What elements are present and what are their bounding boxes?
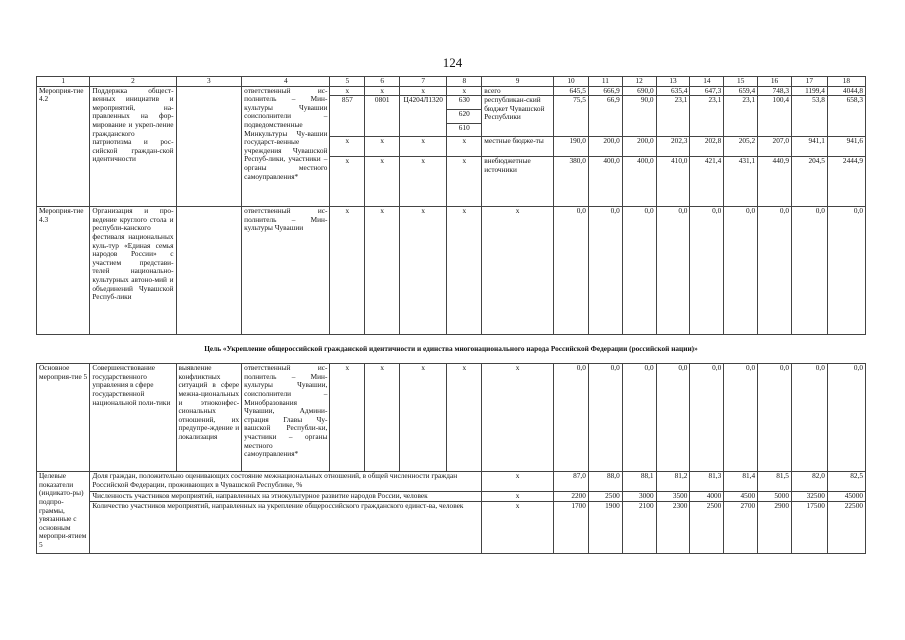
value-cell: 190,0 xyxy=(554,137,589,157)
funding-source: всего xyxy=(482,86,554,96)
value-cell: 2500 xyxy=(690,502,724,554)
measure-title: Совершенствование государственного управления в сфере государственной национальной поли-тики xyxy=(90,364,176,472)
value-cell: 645,5 xyxy=(554,86,589,96)
measure-executors: ответственный ис-полнитель – Мин-культуры Чувашии, соисполнители – Минобразования Чувашии, Админи-страция Главы Чу-вашской Республи-ки, участники – органы местного самоуправления* xyxy=(242,364,330,472)
table-row xyxy=(37,472,866,492)
value-cell: 5000 xyxy=(758,492,792,502)
cell-c8b: 620 xyxy=(447,109,481,123)
measure-title: Организация и про-ведение круглого стола и республи-канского фестиваля национальных куль-тур «Единая семья народов России» с участием представи-телей национально-культурных автоно-мий и объединений Чувашской Респуб-лики xyxy=(90,207,176,335)
cell-c6: x xyxy=(365,137,400,157)
value-cell: 941,1 xyxy=(791,137,827,157)
header-cell: 1 xyxy=(37,77,90,87)
value-cell: 431,1 xyxy=(724,157,758,207)
funding-source: x xyxy=(482,502,554,554)
indicator-label: Количество участников мероприятий, направленных на укрепление общероссийского гражданского единст-ва, человек xyxy=(90,502,482,554)
value-cell: 666,9 xyxy=(588,86,622,96)
cell-c8: 630 xyxy=(458,95,470,105)
header-cell: 16 xyxy=(758,77,792,87)
cell-c8: x xyxy=(447,157,482,207)
value-cell: 2700 xyxy=(724,502,758,554)
value-cell: 647,3 xyxy=(690,86,724,96)
cell-c7: x xyxy=(400,157,447,207)
header-cell: 12 xyxy=(622,77,656,87)
value-cell: 22500 xyxy=(827,502,865,554)
header-cell: 13 xyxy=(656,77,690,87)
value-cell: 81,3 xyxy=(690,472,724,492)
header-cell: 10 xyxy=(554,77,589,87)
cell-c8-group xyxy=(447,96,482,137)
header-cell: 7 xyxy=(400,77,447,87)
table-row xyxy=(37,502,866,554)
value-cell: 207,0 xyxy=(758,137,792,157)
header-cell: 6 xyxy=(365,77,400,87)
cell-c5: x xyxy=(330,207,365,335)
cell-c7: Ц4204Л1320 xyxy=(400,96,447,137)
value-cell: 202,3 xyxy=(656,137,690,157)
value-cell: 2900 xyxy=(758,502,792,554)
value-cell: 81,5 xyxy=(758,472,792,492)
value-cell: 1700 xyxy=(554,502,589,554)
value-cell: 2300 xyxy=(656,502,690,554)
value-cell: 0,0 xyxy=(690,364,724,472)
header-cell: 15 xyxy=(724,77,758,87)
header-cell: 8 xyxy=(447,77,482,87)
cell-c8: x xyxy=(447,86,482,96)
value-cell: 0,0 xyxy=(588,364,622,472)
measure-goal: выявление конфликтных ситуаций в сфере межна-циональных и этноконфес-сиональных отношений, их предупре-ждение и локализация xyxy=(176,364,242,472)
header-row xyxy=(37,77,866,87)
value-cell: 45000 xyxy=(827,492,865,502)
value-cell: 0,0 xyxy=(588,207,622,335)
measure-title: Поддержка общест-венных инициатив и мероприятий, на-правленных на фор-мирование и укреп-ление гражданского патриотизма и рос-сийской граждан-ской идентичности xyxy=(90,86,176,207)
value-cell: 75,5 xyxy=(554,96,589,137)
header-cell: 5 xyxy=(330,77,365,87)
value-cell: 0,0 xyxy=(724,364,758,472)
value-cell: 0,0 xyxy=(758,207,792,335)
cell-c7: x xyxy=(400,137,447,157)
value-cell: 81,4 xyxy=(724,472,758,492)
value-cell: 2500 xyxy=(588,492,622,502)
value-cell: 0,0 xyxy=(554,364,589,472)
cell-c5: x xyxy=(330,364,365,472)
value-cell: 23,1 xyxy=(656,96,690,137)
targets-label: Целевые показатели (индикато-ры) подпро-граммы, увязанные с основным меропри-ятием 5 xyxy=(37,472,90,554)
value-cell: 4500 xyxy=(724,492,758,502)
funding-source: x xyxy=(482,492,554,502)
cell-c7: x xyxy=(400,207,447,335)
value-cell: 440,9 xyxy=(758,157,792,207)
measure-id: Основное мероприя-тие 5 xyxy=(37,364,90,472)
indicator-label: Доля граждан, положительно оценивающих состояние межнациональных отношений, в общей численности граждан Российской Федерации, проживающих в Чувашской Республике, % xyxy=(90,472,482,492)
goal-heading: Цель «Укрепление общероссийской гражданской идентичности и единства многонационального народа Российской Федерации (российской нации)» xyxy=(37,335,866,364)
table-row xyxy=(37,492,866,502)
value-cell: 400,0 xyxy=(588,157,622,207)
value-cell: 659,4 xyxy=(724,86,758,96)
cell-c8c: 610 xyxy=(447,123,481,136)
cell-c5: x xyxy=(330,86,365,96)
value-cell: 941,6 xyxy=(827,137,865,157)
value-cell: 421,4 xyxy=(690,157,724,207)
funding-source: республикан-ский бюджет Чувашской Республики xyxy=(482,96,554,137)
value-cell: 88,0 xyxy=(588,472,622,492)
header-cell: 3 xyxy=(176,77,242,87)
indicator-label: Численность участников мероприятий, направленных на этнокультурное развитие народов России, человек xyxy=(90,492,482,502)
header-cell: 17 xyxy=(791,77,827,87)
value-cell: 205,2 xyxy=(724,137,758,157)
funding-source: x xyxy=(482,472,554,492)
value-cell: 0,0 xyxy=(622,364,656,472)
measure-executors: ответственный ис-полнитель – Мин-культуры Чувашии xyxy=(242,207,330,335)
funding-source: x xyxy=(482,364,554,472)
value-cell: 0,0 xyxy=(827,364,865,472)
header-cell: 2 xyxy=(90,77,176,87)
cell-c6: x xyxy=(365,86,400,96)
funding-source: x xyxy=(482,207,554,335)
cell-c6: x xyxy=(365,364,400,472)
measure-executors: ответственный ис-полнитель – Мин-культуры Чувашии соисполнители – подведомственные Минкультуры Чу-вашии государст-венные учреждения Чувашской Респуб-лики, участники – органы местного самоуправления* xyxy=(242,86,330,207)
value-cell: 0,0 xyxy=(791,207,827,335)
value-cell: 87,0 xyxy=(554,472,589,492)
budget-table xyxy=(36,76,866,554)
value-cell: 1199,4 xyxy=(791,86,827,96)
measure-goal xyxy=(176,207,242,335)
value-cell: 32500 xyxy=(791,492,827,502)
funding-source: местные бюдже-ты xyxy=(482,137,554,157)
value-cell: 82,5 xyxy=(827,472,865,492)
value-cell: 200,0 xyxy=(622,137,656,157)
value-cell: 0,0 xyxy=(656,207,690,335)
value-cell: 100,4 xyxy=(758,96,792,137)
value-cell: 380,0 xyxy=(554,157,589,207)
value-cell: 658,3 xyxy=(827,96,865,137)
measure-id: Мероприя-тие 4.2 xyxy=(37,86,90,207)
measure-goal xyxy=(176,86,242,207)
cell-c8: x xyxy=(447,364,482,472)
cell-c6: x xyxy=(365,157,400,207)
goal-row xyxy=(37,335,866,364)
table-row xyxy=(37,364,866,472)
value-cell: 410,0 xyxy=(656,157,690,207)
value-cell: 635,4 xyxy=(656,86,690,96)
value-cell: 0,0 xyxy=(758,364,792,472)
value-cell: 0,0 xyxy=(690,207,724,335)
value-cell: 88,1 xyxy=(622,472,656,492)
value-cell: 400,0 xyxy=(622,157,656,207)
cell-c6: 0801 xyxy=(365,96,400,137)
header-cell: 11 xyxy=(588,77,622,87)
value-cell: 81,2 xyxy=(656,472,690,492)
cell-c8: x xyxy=(447,137,482,157)
value-cell: 4000 xyxy=(690,492,724,502)
cell-c5: x xyxy=(330,157,365,207)
cell-c5: x xyxy=(330,137,365,157)
value-cell: 200,0 xyxy=(588,137,622,157)
header-cell: 4 xyxy=(242,77,330,87)
value-cell: 82,0 xyxy=(791,472,827,492)
header-cell: 14 xyxy=(690,77,724,87)
cell-c8: x xyxy=(447,207,482,335)
value-cell: 0,0 xyxy=(622,207,656,335)
cell-c7: x xyxy=(400,86,447,96)
value-cell: 0,0 xyxy=(791,364,827,472)
value-cell: 3500 xyxy=(656,492,690,502)
page-number: 124 xyxy=(442,55,463,70)
value-cell: 2444,9 xyxy=(827,157,865,207)
value-cell: 53,8 xyxy=(791,96,827,137)
measure-id: Мероприя-тие 4.3 xyxy=(37,207,90,335)
value-cell: 3000 xyxy=(622,492,656,502)
value-cell: 202,8 xyxy=(690,137,724,157)
value-cell: 4044,8 xyxy=(827,86,865,96)
value-cell: 690,0 xyxy=(622,86,656,96)
value-cell: 90,0 xyxy=(622,96,656,137)
value-cell: 0,0 xyxy=(827,207,865,335)
value-cell: 748,3 xyxy=(758,86,792,96)
value-cell: 0,0 xyxy=(554,207,589,335)
table-row xyxy=(37,207,866,335)
header-cell: 9 xyxy=(482,77,554,87)
value-cell: 66,9 xyxy=(588,96,622,137)
value-cell: 0,0 xyxy=(656,364,690,472)
funding-source: внебюджетные источники xyxy=(482,157,554,207)
value-cell: 23,1 xyxy=(690,96,724,137)
value-cell: 23,1 xyxy=(724,96,758,137)
value-cell: 2200 xyxy=(554,492,589,502)
value-cell: 17500 xyxy=(791,502,827,554)
value-cell: 0,0 xyxy=(724,207,758,335)
cell-c7: x xyxy=(400,364,447,472)
value-cell: 1900 xyxy=(588,502,622,554)
table-row xyxy=(37,86,866,96)
value-cell: 204,5 xyxy=(791,157,827,207)
value-cell: 2100 xyxy=(622,502,656,554)
cell-c5: 857 xyxy=(330,96,365,137)
header-cell: 18 xyxy=(827,77,865,87)
cell-c6: x xyxy=(365,207,400,335)
